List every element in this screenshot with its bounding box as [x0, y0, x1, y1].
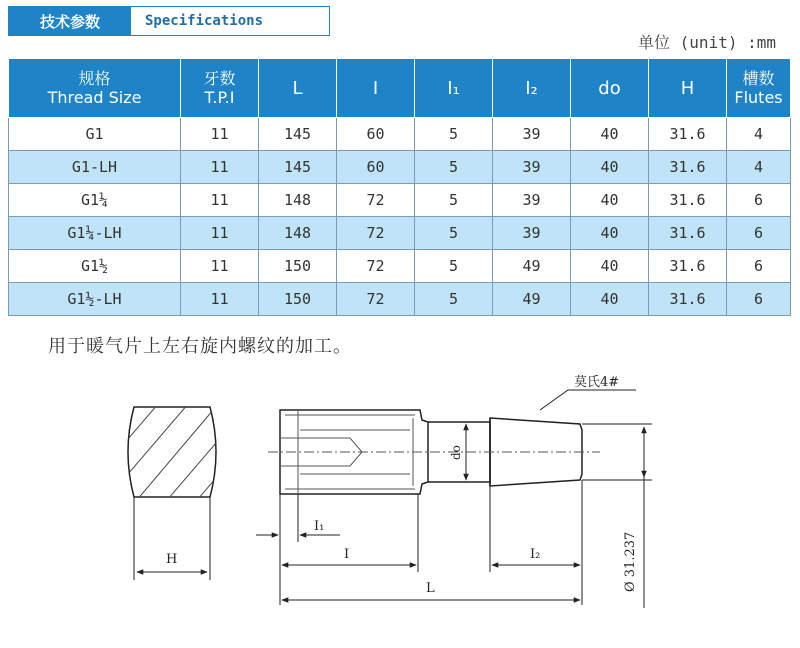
cell-I1: 5	[415, 184, 493, 217]
table-row	[9, 283, 791, 316]
cell-tpi: 11	[181, 118, 259, 151]
cell-I1: 5	[415, 283, 493, 316]
usage-note: 用于暖气片上左右旋内螺纹的加工。	[48, 336, 352, 357]
spec-table	[8, 58, 791, 316]
cell-I: 72	[337, 217, 415, 250]
table-row	[9, 118, 791, 151]
dim-I2-label: I₂	[530, 547, 541, 562]
cell-I: 72	[337, 250, 415, 283]
col-header-line2: T.P.I	[204, 88, 235, 107]
cell-I: 72	[337, 283, 415, 316]
table-row	[9, 250, 791, 283]
col-header-tpi	[181, 59, 259, 118]
col-header-H: H	[649, 59, 727, 118]
dim-diameter-label: Ø 31.237	[623, 531, 638, 592]
spec-table-header	[9, 59, 791, 118]
cell-thread-size: G1½-LH	[9, 283, 181, 316]
cell-flutes: 6	[727, 283, 791, 316]
col-header-line2: Thread Size	[47, 88, 142, 107]
dim-H-label: H	[166, 552, 178, 567]
cell-H: 31.6	[649, 184, 727, 217]
col-header-I1: I₁	[415, 59, 493, 118]
cell-flutes: 6	[727, 250, 791, 283]
cell-L: 145	[259, 118, 337, 151]
dim-do-label: do	[449, 445, 463, 460]
col-header-line2: Flutes	[734, 88, 783, 107]
cell-L: 150	[259, 283, 337, 316]
cell-I: 60	[337, 151, 415, 184]
cell-H: 31.6	[649, 118, 727, 151]
table-row	[9, 184, 791, 217]
cell-I2: 39	[493, 217, 571, 250]
cell-I: 72	[337, 184, 415, 217]
cell-flutes: 4	[727, 118, 791, 151]
col-header-line1: 牙数	[203, 69, 236, 88]
cell-do: 40	[571, 151, 649, 184]
cell-I: 60	[337, 118, 415, 151]
cell-do: 40	[571, 250, 649, 283]
cell-do: 40	[571, 217, 649, 250]
cell-I2: 39	[493, 118, 571, 151]
section-header	[8, 6, 330, 36]
cell-tpi: 11	[181, 151, 259, 184]
cell-flutes: 6	[727, 184, 791, 217]
taper-label: 莫氏4#	[574, 375, 620, 390]
col-header-I2: I₂	[493, 59, 571, 118]
cell-I1: 5	[415, 151, 493, 184]
cell-thread-size: G1	[9, 118, 181, 151]
dim-I1-label: I₁	[314, 519, 325, 534]
cell-L: 150	[259, 250, 337, 283]
cell-L: 148	[259, 184, 337, 217]
cell-I1: 5	[415, 118, 493, 151]
cell-tpi: 11	[181, 283, 259, 316]
cell-thread-size: G1¼	[9, 184, 181, 217]
cell-thread-size: G1-LH	[9, 151, 181, 184]
cell-tpi: 11	[181, 217, 259, 250]
cell-thread-size: G1¼-LH	[9, 217, 181, 250]
cell-L: 145	[259, 151, 337, 184]
table-row	[9, 151, 791, 184]
col-header-line1: 规格	[78, 69, 111, 88]
cell-I2: 39	[493, 151, 571, 184]
cell-tpi: 11	[181, 250, 259, 283]
col-header-line1: 槽数	[742, 69, 775, 88]
table-row	[9, 217, 791, 250]
section-title-cn: 技术参数	[9, 7, 131, 35]
dim-I-label: I	[344, 547, 350, 562]
cell-H: 31.6	[649, 283, 727, 316]
unit-label: 单位 (unit) :mm	[638, 33, 776, 52]
cell-I2: 49	[493, 250, 571, 283]
cell-flutes: 6	[727, 217, 791, 250]
dim-L-label: L	[426, 581, 435, 596]
cell-thread-size: G1½	[9, 250, 181, 283]
cell-L: 148	[259, 217, 337, 250]
col-header-thread-size	[9, 59, 181, 118]
cell-do: 40	[571, 118, 649, 151]
section-title-en: Specifications	[145, 13, 264, 29]
tap-drawing	[0, 360, 800, 648]
cross-section	[110, 390, 240, 580]
col-header-do: do	[571, 59, 649, 118]
cell-do: 40	[571, 283, 649, 316]
cell-H: 31.6	[649, 217, 727, 250]
cell-H: 31.6	[649, 151, 727, 184]
cell-I2: 49	[493, 283, 571, 316]
col-header-L: L	[259, 59, 337, 118]
col-header-flutes	[727, 59, 791, 118]
cell-I2: 39	[493, 184, 571, 217]
col-header-I: I	[337, 59, 415, 118]
cell-tpi: 11	[181, 184, 259, 217]
cell-I1: 5	[415, 217, 493, 250]
cell-do: 40	[571, 184, 649, 217]
cell-flutes: 4	[727, 151, 791, 184]
cell-H: 31.6	[649, 250, 727, 283]
cell-I1: 5	[415, 250, 493, 283]
